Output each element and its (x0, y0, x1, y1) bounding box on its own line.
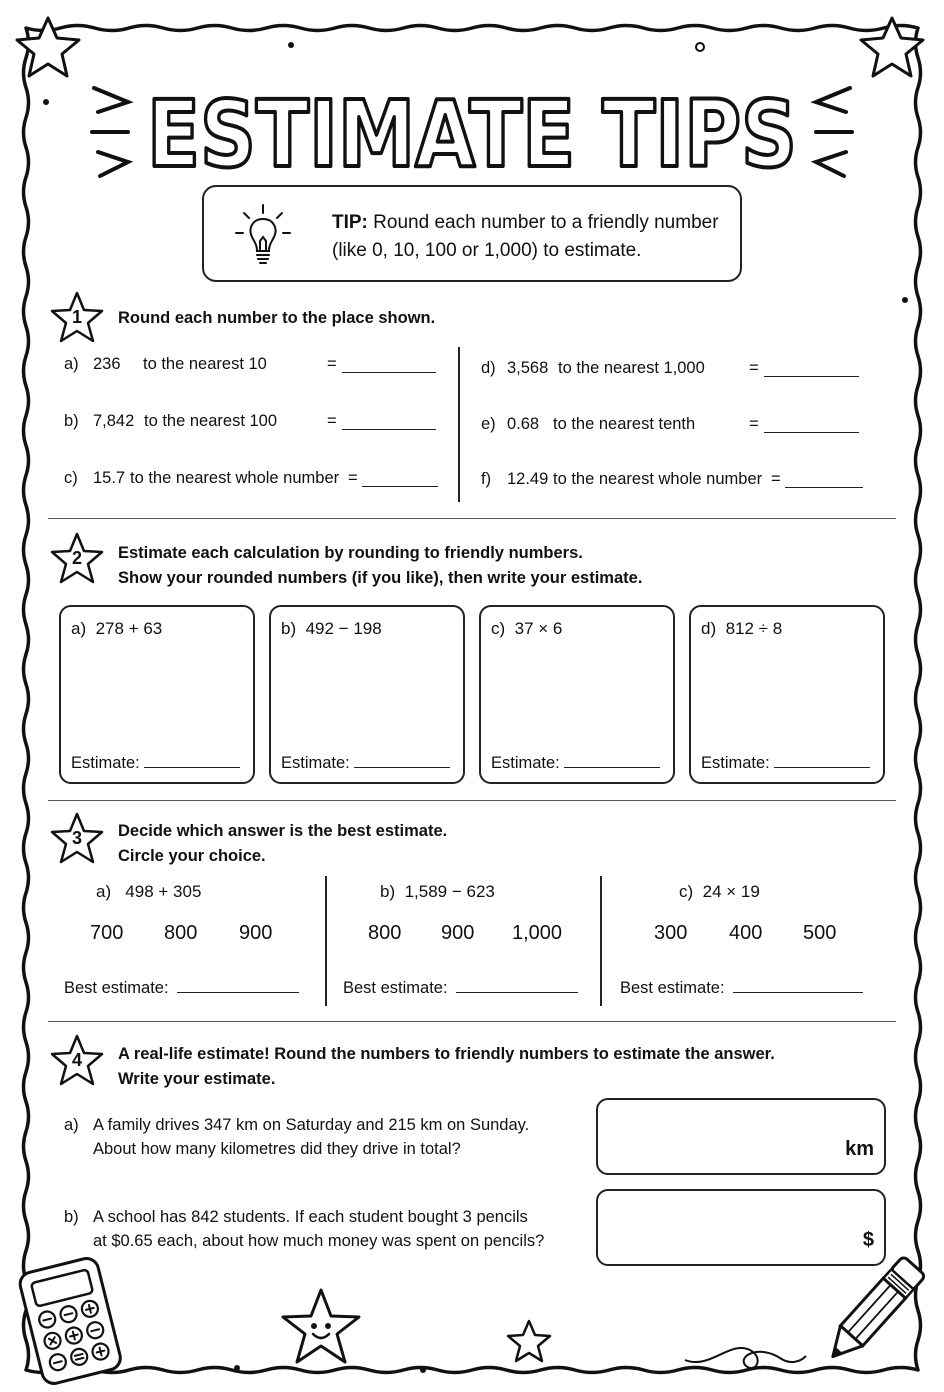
smiling-star-icon (278, 1286, 364, 1370)
best-estimate-label: Best estimate: (620, 979, 725, 997)
section-4-line-2: Write your estimate. (118, 1070, 276, 1088)
section-3-number: 3 (71, 828, 82, 848)
calc-letter: b) (281, 619, 297, 638)
question-text: to the nearest whole number (553, 470, 763, 488)
column-divider (600, 876, 602, 1006)
calc-question (491, 619, 562, 639)
estimate-label: Estimate: (701, 754, 770, 772)
section-divider (48, 800, 896, 801)
equals-sign: = (348, 469, 358, 487)
question-1a (64, 355, 337, 374)
question-letter: a) (64, 355, 79, 373)
calc-box-d[interactable] (689, 605, 885, 784)
answer-box-km[interactable] (596, 1098, 886, 1175)
calc-letter: a) (71, 619, 87, 638)
section-divider (48, 1021, 896, 1022)
calc-expression: 492 − 198 (305, 619, 382, 638)
estimate-row (281, 750, 450, 773)
word-problem-a (64, 1113, 530, 1158)
choice-option[interactable]: 300 (654, 922, 688, 944)
best-estimate-row (64, 975, 299, 998)
question-value: 7,842 (93, 412, 135, 430)
best-estimate-blank[interactable] (177, 975, 299, 993)
question-expression: 1,589 − 623 (404, 882, 495, 901)
question-letter: d) (481, 359, 496, 377)
calc-box-b[interactable] (269, 605, 465, 784)
page-title-graphic (0, 50, 944, 190)
section-1-instruction: Round each number to the place shown. (118, 309, 436, 327)
answer-blank[interactable] (362, 469, 438, 487)
section-3-line-2: Circle your choice. (118, 847, 266, 865)
small-star-icon (505, 1318, 553, 1364)
choice-option[interactable]: 1,000 (512, 922, 563, 944)
question-letter: b) (64, 1208, 79, 1226)
section-2-line-2: Show your rounded numbers (if you like), then write your estimate. (118, 569, 643, 587)
swirl-doodle (680, 1320, 810, 1380)
question-letter: c) (64, 469, 78, 487)
question-1e (481, 415, 759, 434)
question-text: to the nearest 10 (143, 355, 267, 373)
equals-sign: = (749, 415, 759, 433)
question-3c (679, 882, 760, 902)
tip-line-1: Round each number to a friendly number (373, 212, 719, 233)
question-3b (380, 882, 495, 902)
burst-lines-left (92, 88, 128, 176)
pencil-icon (812, 1248, 934, 1376)
section-divider (48, 518, 896, 519)
unit-label: km (845, 1138, 874, 1160)
question-value: 236 (93, 355, 121, 373)
question-3a (96, 882, 201, 902)
section-2-line-1: Estimate each calculation by rounding to friendly numbers. (118, 544, 583, 562)
equals-sign: = (771, 470, 781, 488)
choice-option[interactable]: 700 (90, 922, 124, 944)
answer-blank[interactable] (342, 412, 436, 430)
equals-sign: = (327, 412, 337, 430)
estimate-blank[interactable] (354, 750, 450, 768)
question-letter: b) (64, 412, 79, 430)
estimate-label: Estimate: (281, 754, 350, 772)
estimate-label: Estimate: (71, 754, 140, 772)
burst-lines-right (816, 88, 852, 176)
question-text: to the nearest tenth (553, 415, 696, 433)
calc-box-c[interactable] (479, 605, 675, 784)
calc-box-a[interactable] (59, 605, 255, 784)
question-text: to the nearest whole number (130, 469, 340, 487)
unit-label: $ (862, 1229, 874, 1251)
question-letter: b) (380, 882, 396, 901)
tip-text (332, 209, 732, 265)
question-1b (64, 412, 337, 431)
best-estimate-blank[interactable] (733, 975, 863, 993)
section-4-line-1: A real-life estimate! Round the numbers to friendly numbers to estimate the answer. (118, 1045, 775, 1063)
calc-letter: c) (491, 619, 506, 638)
choice-option[interactable]: 500 (803, 922, 837, 944)
word-problem-b (64, 1205, 545, 1250)
calculator-icon (14, 1252, 126, 1387)
question-letter: e) (481, 415, 496, 433)
section-3-instruction (118, 819, 447, 869)
best-estimate-row (620, 975, 863, 998)
calc-question (71, 619, 162, 639)
word-problem-line: A family drives 347 km on Saturday and 215 km on Sunday. (93, 1116, 530, 1134)
question-letter: a) (64, 1116, 79, 1134)
section-4-badge (49, 1033, 105, 1089)
section-3-badge (49, 811, 105, 867)
tip-box (202, 185, 742, 282)
section-4-instruction (118, 1042, 775, 1092)
word-problem-line: About how many kilometres did they drive in total? (93, 1140, 461, 1158)
estimate-row (491, 750, 660, 773)
section-1-badge (49, 290, 105, 346)
question-letter: c) (679, 882, 694, 901)
best-estimate-label: Best estimate: (64, 979, 169, 997)
question-value: 3,568 (507, 359, 549, 377)
column-divider (458, 347, 460, 502)
answer-blank[interactable] (785, 470, 863, 488)
question-expression: 24 × 19 (702, 882, 760, 901)
best-estimate-row (343, 975, 578, 998)
calc-expression: 278 + 63 (95, 619, 163, 638)
choice-option[interactable]: 400 (729, 922, 763, 944)
choice-option[interactable]: 900 (239, 922, 273, 944)
choice-option[interactable]: 800 (164, 922, 198, 944)
equals-sign: = (749, 359, 759, 377)
estimate-blank[interactable] (144, 750, 240, 768)
word-problem-line: at $0.65 each, about how much money was spent on pencils? (93, 1232, 545, 1250)
column-divider (325, 876, 327, 1006)
section-2-badge (49, 531, 105, 587)
section-2-instruction (118, 541, 642, 591)
answer-blank[interactable] (764, 415, 859, 433)
estimate-label: Estimate: (491, 754, 560, 772)
calc-expression: 812 ÷ 8 (725, 619, 783, 638)
question-text: to the nearest 100 (144, 412, 278, 430)
tip-label: TIP: (332, 212, 368, 233)
calc-letter: d) (701, 619, 717, 638)
estimate-row (71, 750, 240, 773)
question-1f (481, 470, 781, 489)
estimate-blank[interactable] (774, 750, 870, 768)
best-estimate-blank[interactable] (456, 975, 578, 993)
question-value: 15.7 (93, 469, 126, 487)
section-3-line-1: Decide which answer is the best estimate. (118, 822, 448, 840)
question-text: to the nearest 1,000 (558, 359, 705, 377)
question-value: 12.49 (507, 470, 549, 488)
word-problem-line: A school has 842 students. If each student bought 3 pencils (93, 1208, 528, 1226)
question-letter: a) (96, 882, 112, 901)
estimate-row (701, 750, 870, 773)
calc-question (281, 619, 382, 639)
calc-question (701, 619, 782, 639)
calc-expression: 37 × 6 (514, 619, 563, 638)
choice-option[interactable]: 900 (441, 922, 475, 944)
section-4-number: 4 (71, 1050, 82, 1070)
question-letter: f) (481, 470, 492, 488)
question-1c (64, 469, 358, 488)
choice-option[interactable]: 800 (368, 922, 402, 944)
estimate-blank[interactable] (564, 750, 660, 768)
question-1d (481, 359, 759, 378)
question-value: 0.68 (507, 415, 540, 433)
answer-blank[interactable] (342, 355, 436, 373)
question-expression: 498 + 305 (125, 882, 202, 901)
best-estimate-label: Best estimate: (343, 979, 448, 997)
section-2-number: 2 (71, 548, 82, 568)
light-bulb-icon (230, 199, 296, 271)
answer-blank[interactable] (764, 359, 859, 377)
equals-sign: = (327, 355, 337, 373)
section-1-number: 1 (71, 307, 82, 327)
tip-line-2: (like 0, 10, 100 or 1,000) to estimate. (332, 240, 642, 261)
page-title: ESTIMATE TIPS (147, 81, 797, 188)
